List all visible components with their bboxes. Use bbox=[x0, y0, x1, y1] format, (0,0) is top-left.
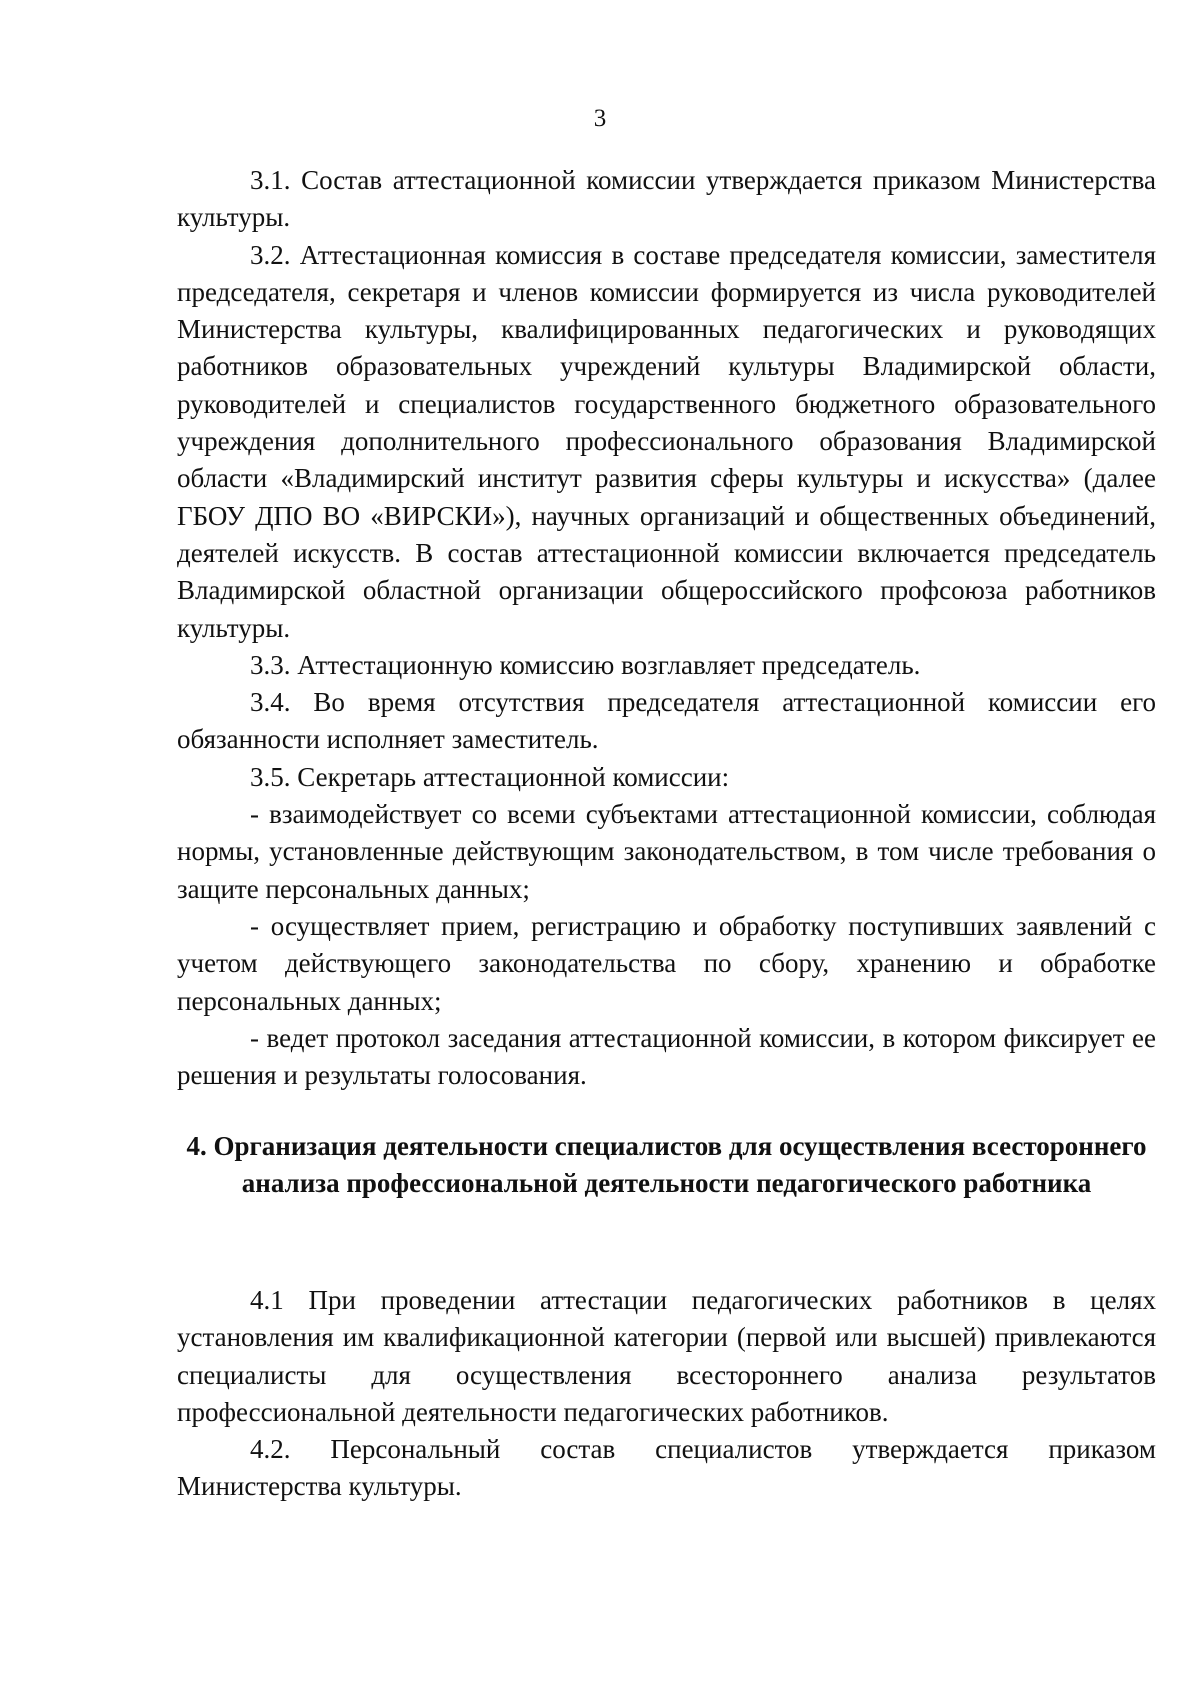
paragraph-3-5: 3.5. Секретарь аттестационной комиссии: bbox=[250, 761, 730, 792]
paragraph-4-1: 4.1 При проведении аттестации педагогических работников в целях установления им квалификационной категории (первой или высшей) привлекаются специалисты для осуществления всестороннего анализа результатов профессиональной деятельности педагогических работников. bbox=[177, 1285, 1156, 1427]
section-4-heading: 4. Организация деятельности специалистов для осуществления всестороннего анализа профессиональной деятельности педагогического работника bbox=[186, 1131, 1147, 1198]
paragraph-3-4: 3.4. Во время отсутствия председателя аттестационной комиссии его обязанности исполняет заместитель. bbox=[177, 687, 1156, 755]
list-item-receives: - осуществляет прием, регистрацию и обработку поступивших заявлений с учетом действующего законодательства по сбору, хранению и обработке персональных данных; bbox=[177, 910, 1156, 1016]
paragraph-3-2: 3.2. Аттестационная комиссия в составе председателя комиссии, заместителя председателя, секретаря и членов комиссии формируется из числа руководителей Министерства культуры, квалифицированных педагогических и руководящих работников образовательных учреждений культуры Владимирской области, руководителей и специалистов государственного бюджетного образовательного учреждения дополнительного профессионального образования Владимирской области «Владимирский институт развития сферы культуры и искусства» (далее ГБОУ ДПО ВО «ВИРСКИ»), научных организаций и общественных объединений, деятелей искусств. В состав аттестационной комиссии включается председатель Владимирской областной организации общероссийского профсоюза работников культуры. bbox=[177, 239, 1156, 643]
section-4-body bbox=[177, 1282, 1156, 1506]
paragraph-4-2: 4.2. Персональный состав специалистов утверждается приказом Министерства культуры. bbox=[177, 1434, 1156, 1502]
paragraph-3-1: 3.1. Состав аттестационной комиссии утверждается приказом Министерства культуры. bbox=[177, 165, 1156, 233]
list-item-interacts: - взаимодействует со всеми субъектами аттестационной комиссии, соблюдая нормы, установленные действующим законодательством, в том числе требования о защите персональных данных; bbox=[177, 799, 1156, 904]
page-number: 3 bbox=[593, 105, 607, 132]
section-3-body bbox=[177, 162, 1156, 1094]
paragraph-3-3: 3.3. Аттестационную комиссию возглавляет председатель. bbox=[250, 649, 921, 680]
list-item-protocol: - ведет протокол заседания аттестационной комиссии, в котором фиксирует ее решения и результаты голосования. bbox=[177, 1022, 1156, 1091]
